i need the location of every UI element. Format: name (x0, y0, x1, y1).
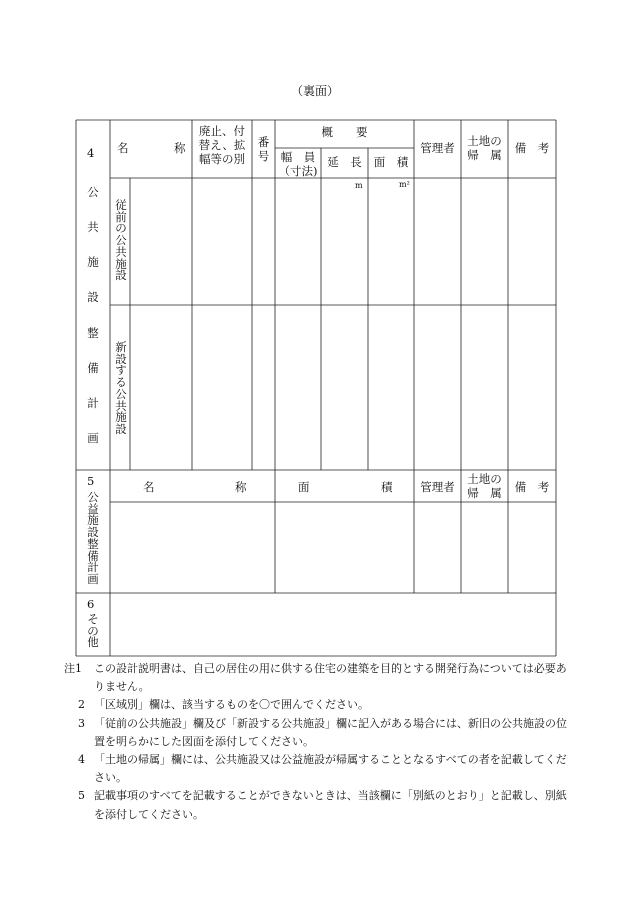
header-remarks: 備 考 (514, 141, 550, 155)
note-item: 2 「区域別」欄は、該当するものを〇で囲んでください。 (78, 698, 369, 712)
header-name-right: 称 (174, 141, 186, 155)
note-item: 3 「従前の公共施設」欄及び「新設する公共施設」欄に記入がある場合には、新旧の公共施設の位置を明らかにした図面を添付してください。 (78, 716, 567, 748)
header-area: 面 積 (373, 155, 409, 169)
section6-number: 6 (87, 597, 95, 611)
note-item: 5 記載事項のすべてを記載することができないときは、当該欄に「別紙のとおり」と記載し、別紙を添付してください。 (78, 789, 567, 821)
notes-list (64, 660, 570, 824)
s5-header-manager: 管理者 (420, 480, 455, 494)
s5-header-name-right: 称 (235, 480, 247, 494)
note-item: 注1 この設計説明書は、自己の居住の用に供する住宅の建築を目的とする開発行為については必要ありません。 (64, 662, 567, 694)
section4-label: 公 共 施 設 整 備 計 画 (87, 185, 99, 445)
header-name-left: 名 (117, 141, 129, 155)
header-length: 延 長 (327, 155, 362, 169)
s5-header-name-left: 名 (143, 480, 155, 494)
section5-number: 5 (87, 474, 95, 488)
section6-label: その他 (87, 612, 99, 650)
note-item: 4 「土地の帰属」欄には、公共施設又は公益施設が帰属することとなるすべての者を記載してください。 (78, 753, 567, 785)
unit-meter: m (355, 181, 363, 190)
s5-header-land-ownership: 土地の 帰 属 (467, 472, 502, 500)
header-number: 番 号 (257, 135, 270, 163)
s5-header-area-right: 積 (381, 480, 393, 494)
unit-square-meter: m² (399, 180, 410, 189)
header-land-ownership: 土地の 帰 属 (467, 134, 502, 162)
section4-number: 4 (87, 146, 95, 160)
header-overview: 概 要 (321, 125, 368, 139)
row-label-existing-facilities: 従前の公共施設 (115, 198, 127, 283)
page-title: （裏面） (290, 84, 339, 98)
header-manager: 管理者 (420, 141, 455, 155)
s5-header-remarks: 備 考 (514, 480, 550, 494)
section5-label: 公益施設整備計画 (87, 490, 99, 587)
header-width: 幅 員 （寸法) (278, 150, 318, 179)
row-label-new-facilities: 新設する公共施設 (115, 340, 127, 437)
s5-header-area-left: 面 (298, 480, 310, 494)
header-change-type: 廃止、付 替え、拡 幅等の別 (198, 124, 246, 166)
